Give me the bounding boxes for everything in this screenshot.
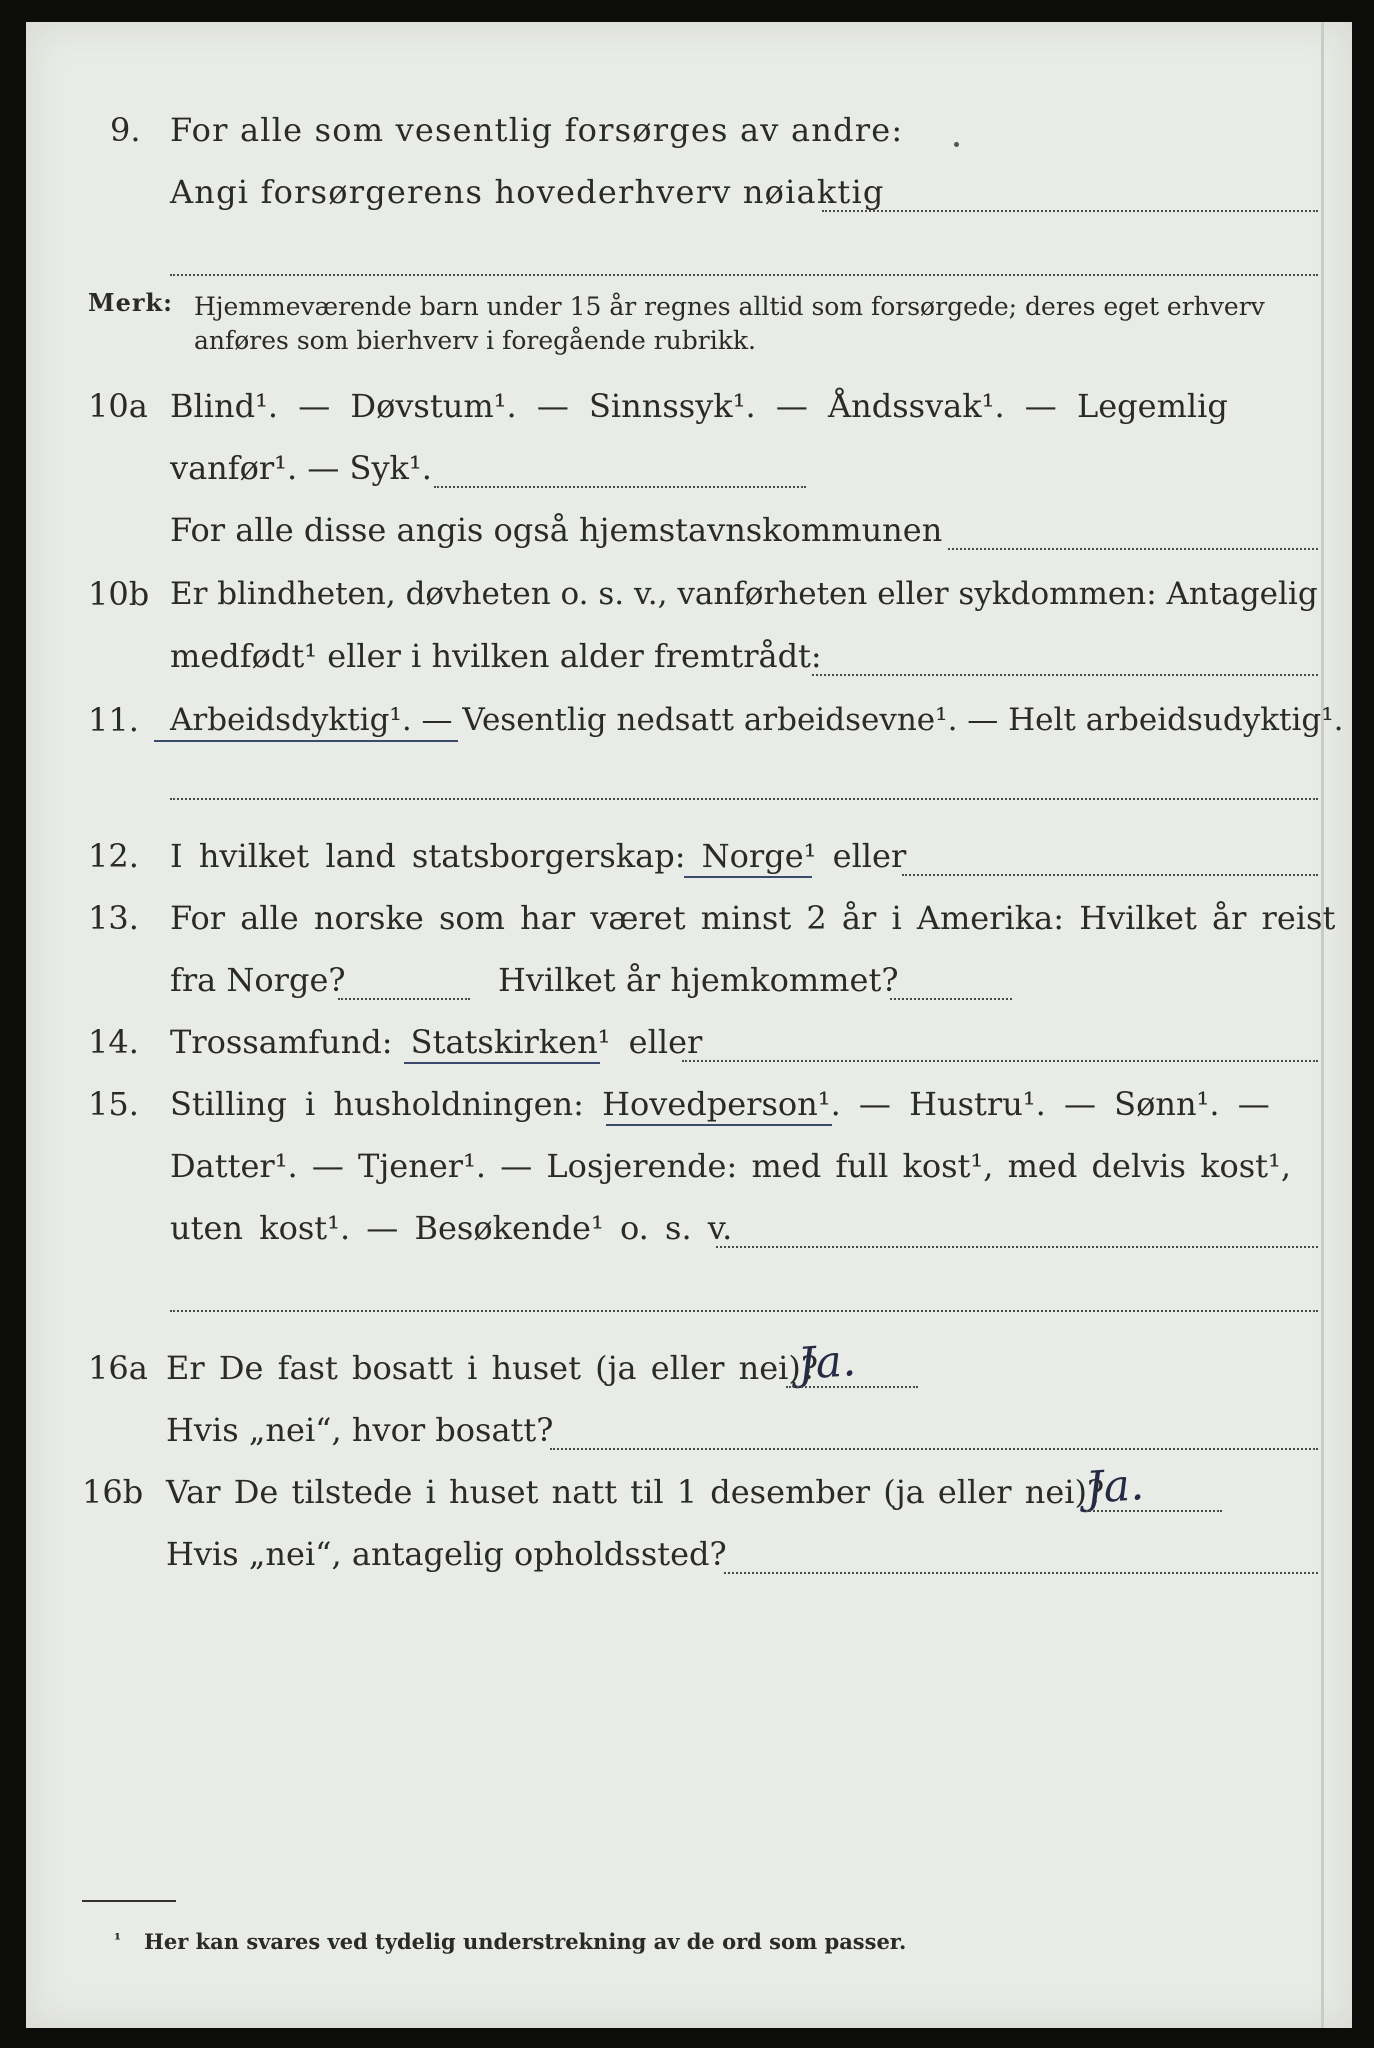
q14-line1: Trossamfund: Statskirken¹ eller <box>170 1023 703 1061</box>
q9-line2: Angi forsørgerens hovederhverv nøiaktig <box>170 173 885 211</box>
census-form-page <box>26 22 1352 2028</box>
q10b-line2: medfødt¹ eller i hvilken alder fremtrådt: <box>170 637 822 675</box>
q9-line1: For alle som vesentlig forsørges av andre: <box>170 111 904 149</box>
q16a-handwritten-answer: Ja. <box>796 1335 858 1390</box>
q15-status-field[interactable] <box>716 1246 1318 1248</box>
q16b-line1: Var De tilstede i huset natt til 1 desember (ja eller nei)? <box>166 1473 1105 1511</box>
q16a-answer-field[interactable] <box>786 1386 918 1388</box>
q15-number: 15. <box>88 1085 139 1123</box>
q10a-syk-field[interactable] <box>434 486 806 488</box>
q15-line3: uten kost¹. — Besøkende¹ o. s. v. <box>170 1209 733 1247</box>
q10a-line1: Blind¹. — Døvstum¹. — Sinnssyk¹. — Åndssvak¹. — Legemlig <box>170 387 1228 425</box>
q16b-number: 16b <box>82 1473 144 1511</box>
q13-line2b: Hvilket år hjemkommet? <box>498 961 899 999</box>
q13-line2a: fra Norge? <box>170 961 346 999</box>
q10a-number: 10a <box>88 387 148 425</box>
q11-line1: Arbeidsdyktig¹. — Vesentlig nedsatt arbeidsevne¹. — Helt arbeidsudyktig¹. <box>170 702 1344 738</box>
q10a-hjemstavn-field[interactable] <box>948 548 1318 550</box>
q16b-whereabouts-field[interactable] <box>724 1572 1318 1574</box>
q16a-line2: Hvis „nei“, hvor bosatt? <box>166 1411 554 1449</box>
q12-country-field[interactable] <box>902 874 1318 876</box>
q9-answer-field-2[interactable] <box>170 274 1318 276</box>
q13-line1: For alle norske som har været minst 2 år i Amerika: Hvilket år reist <box>170 899 1336 937</box>
q16b-line2: Hvis „nei“, antagelig opholdssted? <box>166 1535 727 1573</box>
q10b-number: 10b <box>88 575 150 613</box>
merk-label: Merk: <box>88 288 173 317</box>
q15-line1: Stilling i husholdningen: Hovedperson¹. — Hustru¹. — Sønn¹. — <box>170 1085 1270 1123</box>
q12-handwritten-underline <box>684 876 812 878</box>
q14-number: 14. <box>88 1023 139 1061</box>
q15-handwritten-underline <box>606 1124 832 1126</box>
q9-number: 9. <box>110 111 141 149</box>
q15-status-field-2[interactable] <box>170 1310 1318 1312</box>
page-fold <box>1321 22 1324 2028</box>
q16a-number: 16a <box>88 1349 148 1387</box>
footnote-rule <box>82 1900 176 1902</box>
q11-answer-field[interactable] <box>170 798 1318 800</box>
q14-handwritten-underline <box>404 1062 600 1064</box>
footnote-text: Her kan svares ved tydelig understrekning av de ord som passer. <box>144 1929 907 1954</box>
q16a-line1: Er De fast bosatt i huset (ja eller nei)? <box>166 1349 819 1387</box>
q16b-handwritten-answer: Ja. <box>1084 1459 1146 1514</box>
q11-number: 11. <box>88 701 139 739</box>
q14-religion-field[interactable] <box>682 1060 1318 1062</box>
footnote-mark: ¹ <box>114 1930 122 1949</box>
q12-line1: I hvilket land statsborgerskap: Norge¹ eller <box>170 837 907 875</box>
q9-answer-field[interactable] <box>822 210 1318 212</box>
q12-number: 12. <box>88 837 139 875</box>
merk-line2: anføres som bierhverv i foregående rubrikk. <box>194 326 756 355</box>
q10a-line2: vanfør¹. — Syk¹. <box>170 449 432 487</box>
q10a-line3: For alle disse angis også hjemstavnskommunen <box>170 511 943 549</box>
q13-number: 13. <box>88 899 139 937</box>
q16a-residence-field[interactable] <box>550 1448 1318 1450</box>
merk-line1: Hjemmeværende barn under 15 år regnes alltid som forsørgede; deres eget erhverv <box>194 292 1265 321</box>
q10b-age-field[interactable] <box>812 674 1318 676</box>
q13-hjemkommet-field[interactable] <box>890 998 1012 1000</box>
ink-speck <box>954 142 959 147</box>
q10b-line1: Er blindheten, døvheten o. s. v., vanførheten eller sykdommen: Antagelig <box>170 576 1318 612</box>
q11-handwritten-underline <box>154 740 458 742</box>
q13-reist-field[interactable] <box>338 998 470 1000</box>
q15-line2: Datter¹. — Tjener¹. — Losjerende: med full kost¹, med delvis kost¹, <box>170 1147 1292 1185</box>
q16b-answer-field[interactable] <box>1086 1510 1222 1512</box>
